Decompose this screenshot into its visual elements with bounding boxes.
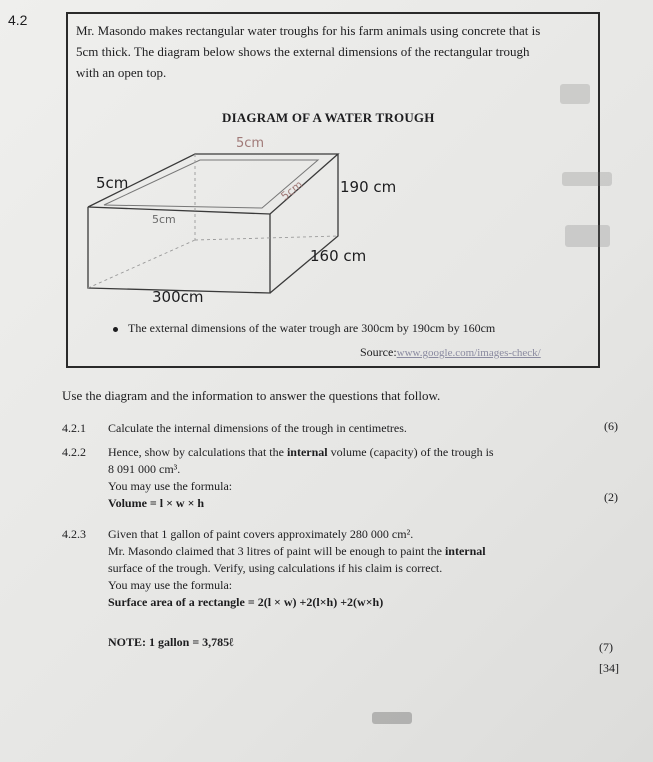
intro-line-1: Mr. Masondo makes rectangular water troughs for his farm animals using concrete that is — [76, 23, 541, 38]
question-4-2-2 — [62, 444, 622, 524]
question-4-2-3-body — [108, 526, 548, 611]
total-marks: [34] — [599, 661, 619, 675]
surface-area-formula-label: Surface area of a rectangle — [108, 595, 245, 609]
q423-line2-bold: internal — [444, 544, 486, 558]
marks-4-2-3: (7) — [599, 640, 613, 654]
question-4-2-3-line-3: surface of the trough. Verify, using calculations if his claim is correct. — [108, 561, 443, 575]
question-4-2-2-formula-intro: You may use the formula: — [108, 479, 233, 493]
marks-4-2-2: (2) — [604, 490, 618, 504]
label-depth: 190 cm — [340, 178, 397, 196]
question-4-2-3-line-4: You may use the formula: — [108, 578, 233, 592]
label-length: 300cm — [152, 288, 204, 306]
question-4-2-3-line-2 — [108, 543, 548, 560]
dimensions-bullet — [113, 321, 495, 336]
bullet-dot-icon — [113, 327, 118, 332]
instruction-text: Use the diagram and the information to answer the questions that follow. — [62, 388, 441, 403]
label-inner-left-thickness: 5cm — [152, 213, 176, 226]
question-4-2-3-line-1: Given that 1 gallon of paint covers approximately 280 000 cm². — [108, 527, 414, 541]
question-4-2-2-body — [108, 444, 548, 512]
paper-smudge — [565, 225, 610, 247]
bullet-text: The external dimensions of the water trough are 300cm by 190cm by 160cm — [128, 321, 496, 335]
source-label: Source: — [360, 345, 397, 359]
question-4-2-1-number: 4.2.1 — [62, 421, 86, 435]
question-4-2-3-note — [108, 634, 408, 652]
question-4-2-2-formula — [108, 495, 548, 512]
question-intro — [76, 20, 591, 83]
question-number: 4.2 — [8, 12, 28, 28]
intro-line-3: with an open top. — [76, 65, 167, 80]
paper-smudge — [560, 84, 590, 104]
diagram-title: DIAGRAM OF A WATER TROUGH — [222, 110, 435, 125]
question-4-2-3-formula — [108, 594, 548, 611]
intro-line-2: 5cm thick. The diagram below shows the external dimensions of the rectangular trough — [76, 44, 530, 59]
question-4-2-1-text: Calculate the internal dimensions of the trough in centimetres. — [108, 421, 407, 435]
paper-smudge — [562, 172, 612, 186]
q422-line1-post: volume (capacity) of the trough is — [327, 445, 494, 459]
paper-smudge — [372, 712, 412, 724]
question-4-2-2-volume: 8 091 000 cm³. — [108, 462, 181, 476]
volume-formula: Volume = l × w × h — [108, 496, 205, 510]
question-4-2-2-line-1 — [108, 444, 548, 461]
label-inner-right-thickness: 5cm — [278, 178, 306, 203]
question-4-2-3-number: 4.2.3 — [62, 527, 86, 541]
label-height: 160 cm — [310, 247, 367, 265]
label-top-thickness: 5cm — [236, 136, 265, 151]
question-4-2-1 — [62, 420, 622, 440]
surface-area-formula-expr: = 2(l × w) +2(l×h) +2(w×h) — [244, 595, 384, 609]
q422-line1-bold: internal — [286, 445, 328, 459]
source-line — [360, 345, 541, 360]
source-url[interactable]: www.google.com/images-check/ — [396, 347, 541, 359]
marks-4-2-1: (6) — [604, 419, 618, 433]
label-left-thickness: 5cm — [96, 174, 129, 192]
q422-line1-pre: Hence, show by calculations that the — [108, 445, 287, 459]
q423-line2-pre: Mr. Masondo claimed that 3 litres of paint will be enough to paint the — [108, 544, 445, 558]
gallon-note: NOTE: 1 gallon = 3,785ℓ — [108, 635, 234, 649]
question-4-2-2-number: 4.2.2 — [62, 445, 86, 459]
